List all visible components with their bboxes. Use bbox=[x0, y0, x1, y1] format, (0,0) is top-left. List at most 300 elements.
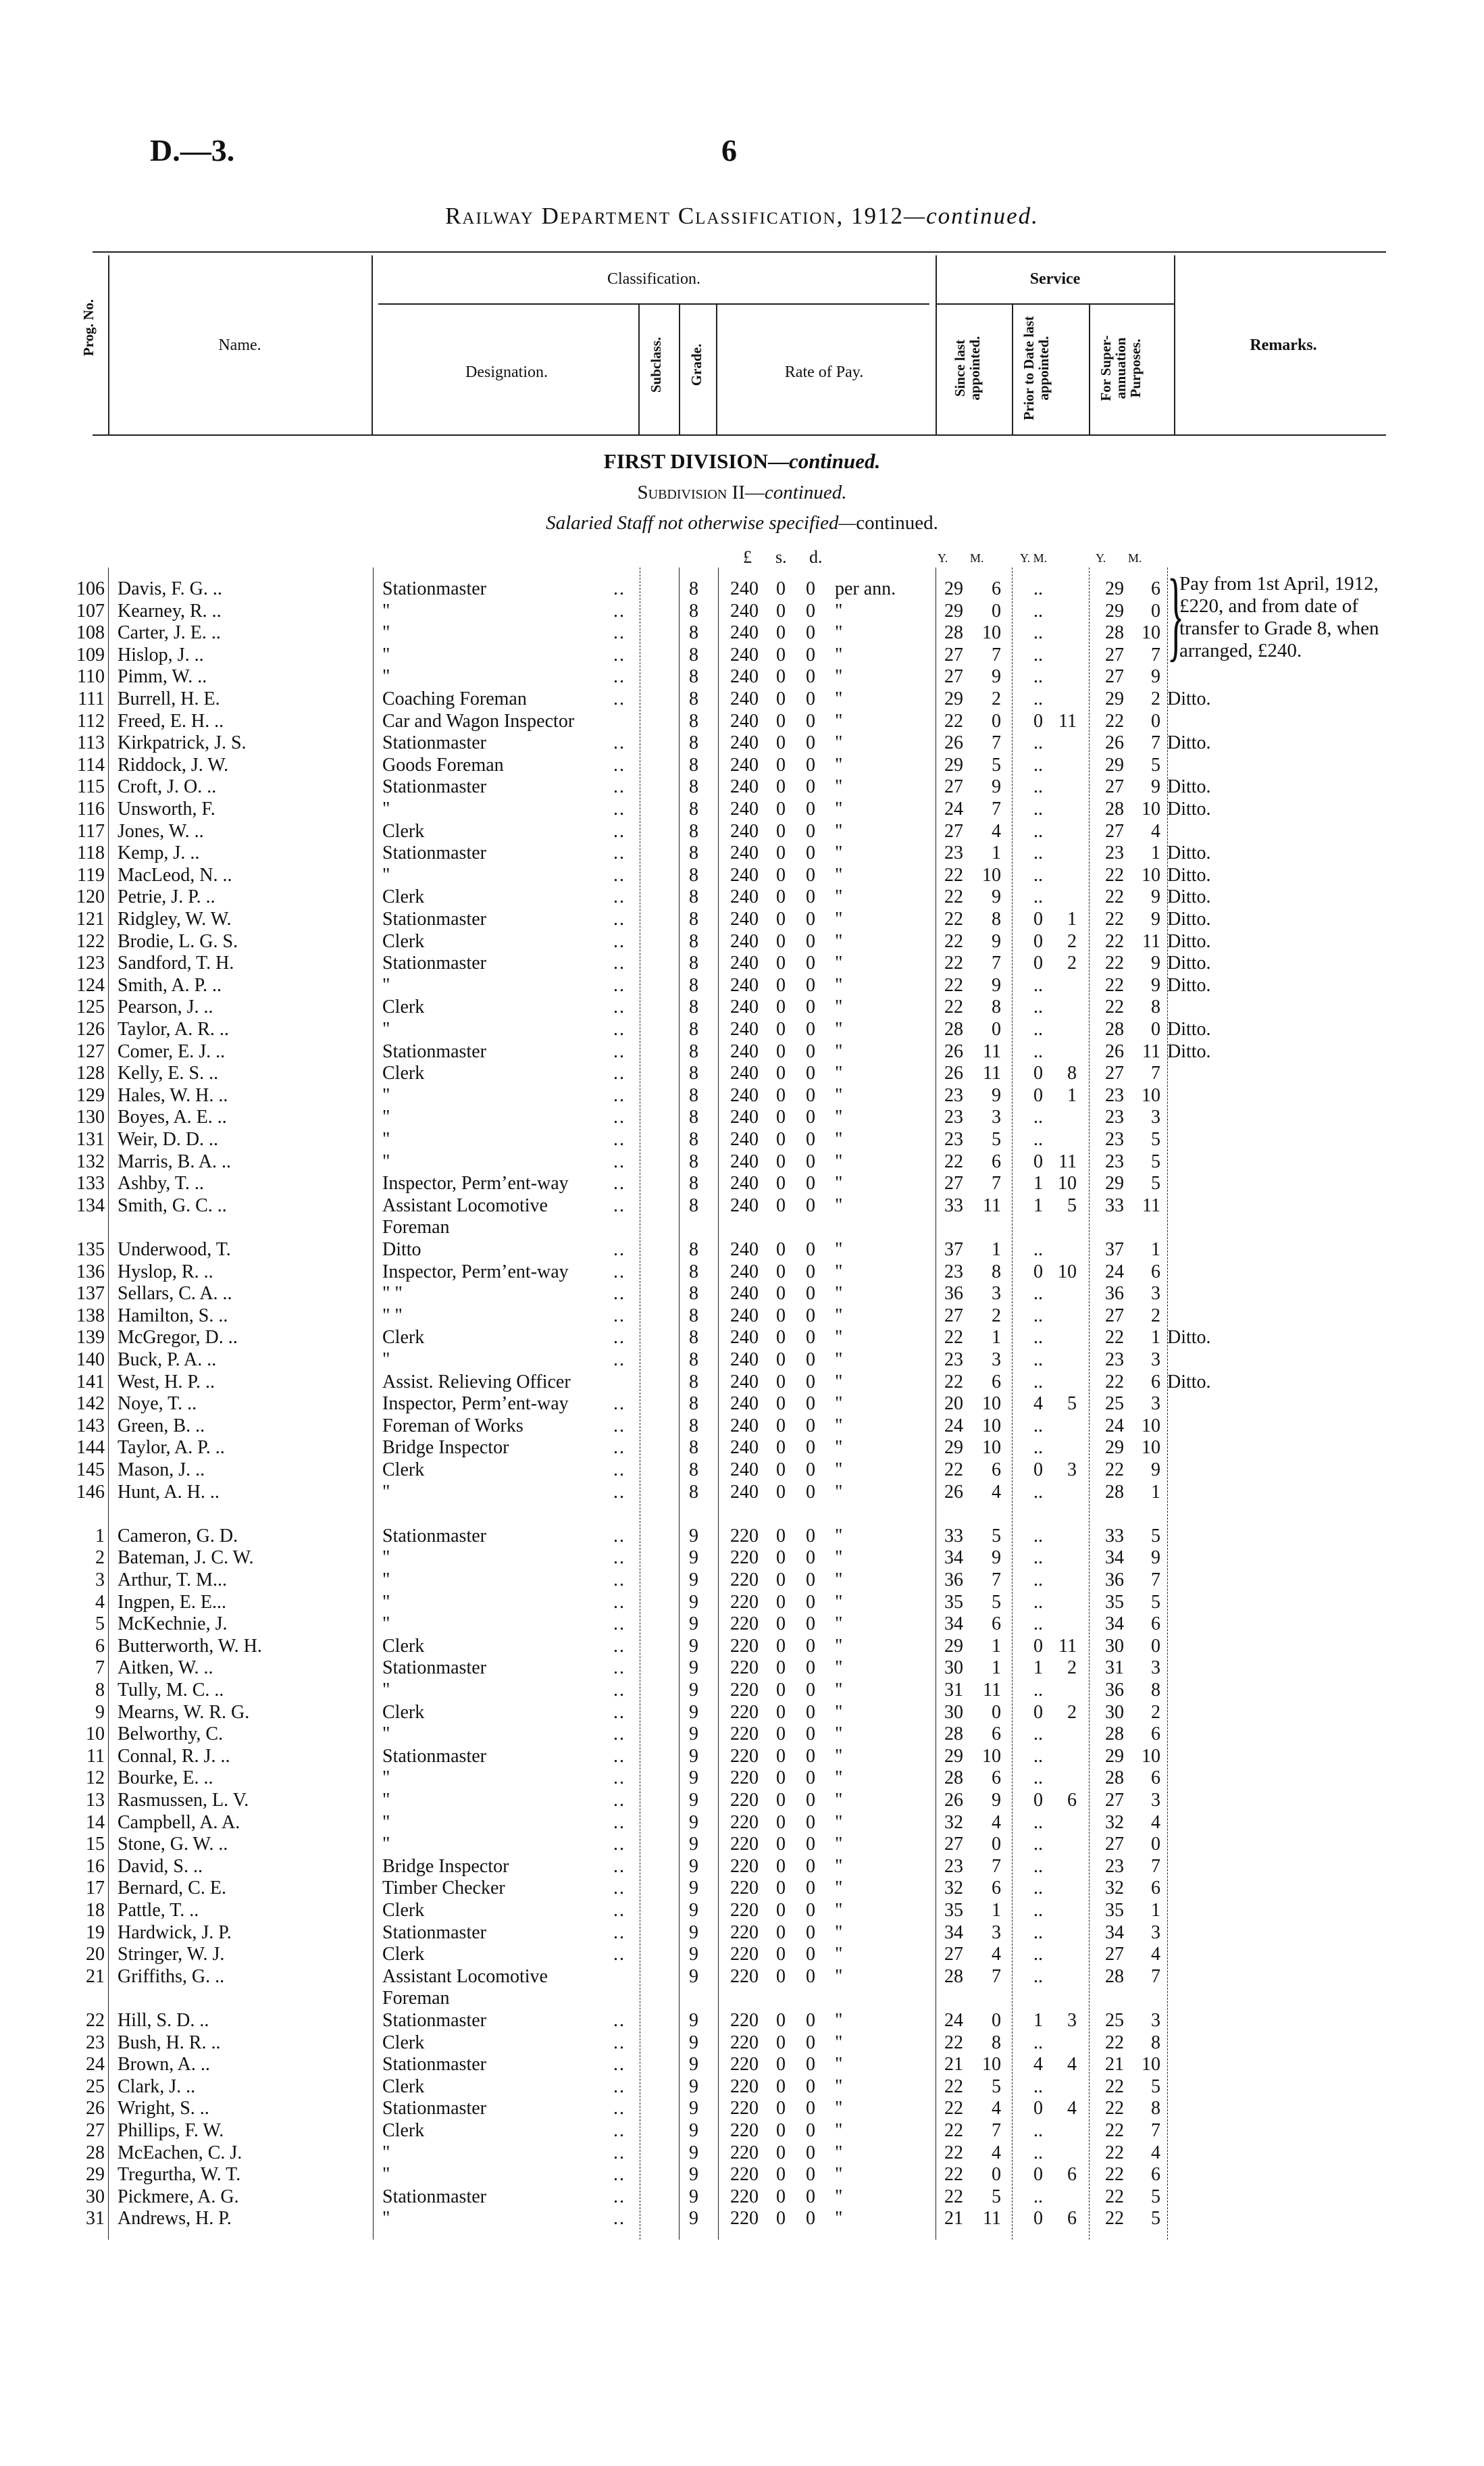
grade-cell: 8 bbox=[689, 997, 698, 1018]
table-row bbox=[0, 1063, 1484, 1085]
since-years: 29 bbox=[944, 1635, 963, 1657]
super-years: 24 bbox=[1105, 1415, 1124, 1436]
prog-no: 132 bbox=[76, 1151, 105, 1172]
prog-no: 1 bbox=[95, 1525, 105, 1546]
table-row bbox=[0, 821, 1484, 843]
since-years: 22 bbox=[944, 864, 963, 886]
pay-period: " bbox=[835, 1084, 843, 1106]
grade-cell: 8 bbox=[689, 1040, 698, 1062]
prog-no: 123 bbox=[76, 953, 105, 974]
name-cell: Hunt, A. H. .. bbox=[118, 1481, 220, 1503]
prior-years: 4 bbox=[1033, 2054, 1043, 2075]
pay-period: " bbox=[835, 842, 843, 864]
leader-dots: .. bbox=[613, 1305, 625, 1326]
super-years: 28 bbox=[1105, 799, 1124, 820]
super-months: 5 bbox=[1151, 1591, 1160, 1613]
pay-shillings: 0 bbox=[776, 930, 786, 952]
super-months: 9 bbox=[1151, 1547, 1160, 1569]
pay-period: " bbox=[835, 1965, 843, 1987]
prog-no: 112 bbox=[77, 710, 105, 732]
name-cell: Pearson, J. .. bbox=[118, 997, 213, 1018]
table-row bbox=[0, 1107, 1484, 1129]
pay-shillings: 0 bbox=[776, 2186, 786, 2207]
pay-pence: 0 bbox=[806, 1944, 815, 1965]
prog-no: 120 bbox=[76, 886, 105, 908]
since-years: 22 bbox=[944, 886, 963, 908]
pay-period: " bbox=[835, 1173, 843, 1194]
prior-years: 0 bbox=[1033, 1084, 1043, 1106]
designation-cell: Ditto bbox=[382, 1239, 421, 1260]
prior-years: .. bbox=[1033, 974, 1043, 996]
super-years: 32 bbox=[1105, 1878, 1124, 1899]
name-cell: Griffiths, G. .. bbox=[118, 1965, 225, 1987]
grade-cell: 8 bbox=[689, 710, 698, 732]
designation-cell: Clerk bbox=[382, 997, 425, 1018]
prog-no: 106 bbox=[76, 578, 105, 599]
pay-pence: 0 bbox=[806, 2120, 815, 2141]
designation-cell: " bbox=[382, 600, 390, 622]
prog-no: 125 bbox=[76, 997, 105, 1018]
super-months: 8 bbox=[1151, 2032, 1160, 2053]
name-cell: Kemp, J. .. bbox=[118, 842, 200, 864]
since-years: 30 bbox=[944, 1657, 963, 1679]
designation-cell: " bbox=[382, 864, 390, 886]
remarks-cell: Ditto. bbox=[1167, 799, 1211, 820]
pay-shillings: 0 bbox=[776, 1129, 786, 1150]
col-subclass: Subclass. bbox=[648, 336, 664, 393]
pay-period: " bbox=[835, 2208, 843, 2230]
prior-years: 1 bbox=[1033, 1657, 1043, 1679]
designation-cell: Stationmaster bbox=[382, 578, 486, 599]
prog-no: 7 bbox=[95, 1657, 105, 1679]
pay-pence: 0 bbox=[806, 2098, 815, 2119]
prior-years: .. bbox=[1033, 600, 1043, 622]
since-months: 10 bbox=[982, 1415, 1001, 1436]
super-years: 22 bbox=[1105, 710, 1124, 732]
prior-years: .. bbox=[1033, 1019, 1043, 1040]
grade-cell: 8 bbox=[689, 1459, 698, 1480]
prog-no: 130 bbox=[76, 1107, 105, 1128]
remarks-cell: Ditto. bbox=[1167, 688, 1211, 709]
pay-pence: 0 bbox=[806, 842, 815, 864]
prior-years: .. bbox=[1033, 1415, 1043, 1436]
leader-dots: .. bbox=[613, 1525, 625, 1546]
prog-no: 141 bbox=[76, 1371, 105, 1392]
pay-shillings: 0 bbox=[776, 1701, 786, 1723]
pay-pounds: 220 bbox=[730, 1591, 759, 1613]
table-row bbox=[0, 2010, 1484, 2032]
pay-pence: 0 bbox=[806, 1107, 815, 1128]
super-years: 22 bbox=[1105, 1371, 1124, 1392]
table-row bbox=[0, 865, 1484, 887]
designation-cell: Bridge Inspector bbox=[382, 1437, 509, 1459]
pay-pounds: 240 bbox=[730, 1437, 759, 1459]
designation-cell: Stationmaster bbox=[382, 1525, 486, 1546]
pay-shillings: 0 bbox=[776, 710, 786, 732]
since-months: 3 bbox=[992, 1283, 1001, 1305]
since-months: 0 bbox=[992, 2010, 1001, 2031]
pay-period: " bbox=[835, 1239, 843, 1260]
pay-pence: 0 bbox=[806, 688, 815, 709]
grade-cell: 9 bbox=[689, 2010, 698, 2031]
pay-pounds: 240 bbox=[730, 1327, 759, 1349]
designation-cell: Coaching Foreman bbox=[382, 688, 527, 709]
pay-pence: 0 bbox=[806, 644, 815, 665]
pay-pence: 0 bbox=[806, 1349, 815, 1370]
since-years: 22 bbox=[944, 2120, 963, 2141]
name-cell: Phillips, F. W. bbox=[118, 2120, 224, 2141]
brace-icon: } bbox=[1167, 559, 1185, 671]
remarks-cell: Ditto. bbox=[1167, 1040, 1211, 1062]
name-cell: Riddock, J. W. bbox=[118, 754, 229, 776]
super-months: 8 bbox=[1151, 997, 1160, 1018]
pay-period: per ann. bbox=[835, 578, 896, 599]
prior-years: 0 bbox=[1033, 1459, 1043, 1480]
since-years: 23 bbox=[944, 1349, 963, 1370]
pay-period: " bbox=[835, 1657, 843, 1679]
pay-pounds: 220 bbox=[730, 1635, 759, 1657]
leader-dots: .. bbox=[613, 1701, 625, 1723]
pay-pence: 0 bbox=[806, 776, 815, 798]
pay-pounds: 240 bbox=[730, 1019, 759, 1040]
name-cell: Clark, J. .. bbox=[118, 2075, 196, 2097]
super-years: 23 bbox=[1105, 1151, 1124, 1172]
pay-shillings: 0 bbox=[776, 2142, 786, 2163]
table-row bbox=[0, 1173, 1484, 1195]
leader-dots: .. bbox=[613, 2142, 625, 2163]
prior-years: .. bbox=[1033, 1107, 1043, 1128]
pay-period: " bbox=[835, 1327, 843, 1349]
pay-pence: 0 bbox=[806, 1657, 815, 1679]
prior-years: .. bbox=[1033, 1569, 1043, 1590]
designation-cell: " bbox=[382, 1019, 390, 1040]
designation-cell: Clerk bbox=[382, 1701, 425, 1723]
grade-cell: 9 bbox=[689, 1878, 698, 1899]
name-cell: Ingpen, E. E... bbox=[118, 1591, 226, 1613]
table-row bbox=[0, 1988, 1484, 2010]
super-years: 29 bbox=[1105, 1437, 1124, 1459]
super-months: 5 bbox=[1151, 1129, 1160, 1150]
super-years: 36 bbox=[1105, 1569, 1124, 1590]
table-row bbox=[0, 1900, 1484, 1922]
page-id: D.—3. bbox=[150, 133, 235, 168]
pay-pounds: 220 bbox=[730, 1855, 759, 1877]
super-years: 21 bbox=[1105, 2054, 1124, 2075]
pay-pounds: 240 bbox=[730, 886, 759, 908]
table-row bbox=[0, 1195, 1484, 1217]
since-years: 27 bbox=[944, 1834, 963, 1855]
leader-dots: .. bbox=[613, 1151, 625, 1172]
pay-shillings: 0 bbox=[776, 776, 786, 798]
super-months: 9 bbox=[1151, 1459, 1160, 1480]
prior-years: 1 bbox=[1033, 1173, 1043, 1194]
designation-cell: Car and Wagon Inspector bbox=[382, 710, 575, 732]
prior-months: 8 bbox=[1067, 1063, 1077, 1084]
designation-cell: " bbox=[382, 2208, 390, 2230]
pay-pence: 0 bbox=[806, 2032, 815, 2053]
leader-dots: .. bbox=[613, 1393, 625, 1415]
pay-period: " bbox=[835, 1459, 843, 1480]
designation-cell: " " bbox=[382, 1305, 403, 1326]
super-years: 22 bbox=[1105, 2098, 1124, 2119]
leader-dots: .. bbox=[613, 1680, 625, 1701]
since-months: 6 bbox=[992, 578, 1001, 599]
since-months: 1 bbox=[992, 1327, 1001, 1349]
since-years: 33 bbox=[944, 1525, 963, 1546]
col-since: Since last appointed. bbox=[952, 336, 983, 401]
designation-cell: Clerk bbox=[382, 820, 425, 842]
prior-years: .. bbox=[1033, 2075, 1043, 2097]
designation-cell: " bbox=[382, 1349, 390, 1370]
prog-no: 20 bbox=[86, 1944, 105, 1965]
since-years: 37 bbox=[944, 1239, 963, 1260]
super-months: 11 bbox=[1142, 1040, 1160, 1062]
pay-pounds: 220 bbox=[730, 1878, 759, 1899]
table-row bbox=[0, 1283, 1484, 1305]
pay-pounds: 240 bbox=[730, 688, 759, 709]
super-years: 22 bbox=[1105, 2186, 1124, 2207]
super-months: 1 bbox=[1151, 842, 1160, 864]
since-months: 7 bbox=[992, 953, 1001, 974]
grade-cell: 8 bbox=[689, 1437, 698, 1459]
prog-no: 121 bbox=[76, 909, 105, 930]
pay-shillings: 0 bbox=[776, 1327, 786, 1349]
grade-cell: 9 bbox=[689, 1657, 698, 1679]
designation-cell: Clerk bbox=[382, 2120, 425, 2141]
super-years: 27 bbox=[1105, 666, 1124, 688]
pay-pence: 0 bbox=[806, 1547, 815, 1569]
designation-cell: Clerk bbox=[382, 1900, 425, 1921]
designation-cell: Stationmaster bbox=[382, 776, 486, 798]
prior-years: .. bbox=[1033, 1349, 1043, 1370]
table-row bbox=[0, 1526, 1484, 1548]
since-years: 22 bbox=[944, 1151, 963, 1172]
prior-years: .. bbox=[1033, 1767, 1043, 1789]
super-months: 3 bbox=[1151, 1657, 1160, 1679]
prog-no: 138 bbox=[76, 1305, 105, 1326]
since-months: 9 bbox=[992, 1084, 1001, 1106]
table-row bbox=[0, 1085, 1484, 1107]
grade-cell: 8 bbox=[689, 1415, 698, 1436]
leader-dots: .. bbox=[613, 600, 625, 622]
pay-period: " bbox=[835, 1921, 843, 1943]
prog-no: 5 bbox=[95, 1613, 105, 1635]
since-years: 23 bbox=[944, 1129, 963, 1150]
grade-cell: 8 bbox=[689, 909, 698, 930]
super-months: 9 bbox=[1151, 974, 1160, 996]
prior-years: 0 bbox=[1033, 1261, 1043, 1282]
prog-no: 139 bbox=[76, 1327, 105, 1349]
remarks-cell: Ditto. bbox=[1167, 842, 1211, 864]
grade-cell: 8 bbox=[689, 732, 698, 754]
designation-cell: Assistant Locomotive bbox=[382, 1965, 548, 1987]
pay-pounds: 240 bbox=[730, 622, 759, 644]
pay-pounds: 220 bbox=[730, 1790, 759, 1811]
super-months: 4 bbox=[1151, 1811, 1160, 1833]
prog-no: 127 bbox=[76, 1040, 105, 1062]
name-cell: Rasmussen, L. V. bbox=[118, 1790, 249, 1811]
pay-period: " bbox=[835, 710, 843, 732]
pay-pounds: 240 bbox=[730, 1283, 759, 1305]
prog-no: 131 bbox=[76, 1129, 105, 1150]
table-row bbox=[0, 1569, 1484, 1592]
prior-months: 2 bbox=[1067, 1701, 1077, 1723]
pay-pounds: 240 bbox=[730, 1415, 759, 1436]
prog-no: 19 bbox=[86, 1921, 105, 1943]
since-years: 23 bbox=[944, 842, 963, 864]
super-years: 22 bbox=[1105, 2120, 1124, 2141]
prog-no: 10 bbox=[86, 1723, 105, 1745]
super-months: 6 bbox=[1151, 1261, 1160, 1282]
super-months: 7 bbox=[1151, 1569, 1160, 1590]
since-years: 34 bbox=[944, 1613, 963, 1635]
prior-years: .. bbox=[1033, 1437, 1043, 1459]
prior-years: .. bbox=[1033, 997, 1043, 1018]
since-months: 7 bbox=[992, 1173, 1001, 1194]
super-years: 35 bbox=[1105, 1900, 1124, 1921]
pay-shillings: 0 bbox=[776, 1481, 786, 1503]
pay-pence: 0 bbox=[806, 1745, 815, 1767]
leader-dots: .. bbox=[613, 776, 625, 798]
since-years: 27 bbox=[944, 1173, 963, 1194]
since-months: 10 bbox=[982, 1393, 1001, 1415]
grade-cell: 8 bbox=[689, 776, 698, 798]
prog-no: 14 bbox=[86, 1811, 105, 1833]
super-years: 22 bbox=[1105, 864, 1124, 886]
name-cell: Kirkpatrick, J. S. bbox=[118, 732, 247, 754]
prior-years: 0 bbox=[1033, 2098, 1043, 2119]
pay-pounds: 240 bbox=[730, 644, 759, 665]
designation-cell: " bbox=[382, 1481, 390, 1503]
prog-no: 108 bbox=[76, 622, 105, 644]
table-row bbox=[0, 1966, 1484, 1988]
designation-cell: Stationmaster bbox=[382, 2054, 486, 2075]
pay-period: " bbox=[835, 974, 843, 996]
name-cell: Davis, F. G. .. bbox=[118, 578, 222, 599]
table-row bbox=[0, 1636, 1484, 1658]
pay-pence: 0 bbox=[806, 2054, 815, 2075]
since-years: 24 bbox=[944, 1415, 963, 1436]
prog-no: 122 bbox=[76, 930, 105, 952]
designation-cell: Stationmaster bbox=[382, 2186, 486, 2207]
prior-months: 6 bbox=[1067, 2208, 1077, 2230]
leader-dots: .. bbox=[613, 1437, 625, 1459]
pay-period: " bbox=[835, 1745, 843, 1767]
since-years: 22 bbox=[944, 2186, 963, 2207]
pay-period: " bbox=[835, 1194, 843, 1216]
prior-years: .. bbox=[1033, 2032, 1043, 2053]
leader-dots: .. bbox=[613, 1239, 625, 1260]
since-years: 27 bbox=[944, 1944, 963, 1965]
pay-shillings: 0 bbox=[776, 997, 786, 1018]
super-months: 5 bbox=[1151, 1525, 1160, 1546]
pay-period: " bbox=[835, 688, 843, 709]
prog-no: 6 bbox=[95, 1635, 105, 1657]
super-years: 34 bbox=[1105, 1921, 1124, 1943]
pay-pence: 0 bbox=[806, 2164, 815, 2186]
designation-cell: " bbox=[382, 2164, 390, 2186]
designation-cell: " bbox=[382, 1767, 390, 1789]
prior-months: 3 bbox=[1067, 2010, 1077, 2031]
name-cell: Bateman, J. C. W. bbox=[118, 1547, 254, 1569]
leader-dots: .. bbox=[613, 1283, 625, 1305]
since-years: 21 bbox=[944, 2208, 963, 2230]
pay-period: " bbox=[835, 754, 843, 776]
super-years: 29 bbox=[1105, 1173, 1124, 1194]
super-years: 28 bbox=[1105, 622, 1124, 644]
super-months: 5 bbox=[1151, 2186, 1160, 2207]
super-years: 22 bbox=[1105, 886, 1124, 908]
since-years: 28 bbox=[944, 1723, 963, 1745]
grade-cell: 8 bbox=[689, 1261, 698, 1282]
table-row bbox=[0, 1592, 1484, 1614]
leader-dots: .. bbox=[613, 754, 625, 776]
super-months: 7 bbox=[1151, 1965, 1160, 1987]
prog-no: 29 bbox=[86, 2164, 105, 2186]
pay-pounds: 240 bbox=[730, 974, 759, 996]
leader-dots: .. bbox=[613, 2032, 625, 2053]
leader-dots: .. bbox=[613, 1129, 625, 1150]
prog-no: 107 bbox=[76, 600, 105, 622]
unit-years-super: Y. bbox=[1096, 551, 1106, 565]
since-years: 26 bbox=[944, 732, 963, 754]
pay-shillings: 0 bbox=[776, 732, 786, 754]
prog-no: 111 bbox=[78, 688, 105, 709]
prior-years: .. bbox=[1033, 1481, 1043, 1503]
prog-no: 142 bbox=[76, 1393, 105, 1415]
pay-shillings: 0 bbox=[776, 2032, 786, 2053]
designation-cell: " bbox=[382, 2142, 390, 2163]
designation-cell: " bbox=[382, 666, 390, 688]
since-years: 33 bbox=[944, 1194, 963, 1216]
since-years: 26 bbox=[944, 1063, 963, 1084]
super-months: 4 bbox=[1151, 820, 1160, 842]
name-cell: Brown, A. .. bbox=[118, 2054, 210, 2075]
pay-shillings: 0 bbox=[776, 1063, 786, 1084]
grade-cell: 8 bbox=[689, 1063, 698, 1084]
super-months: 7 bbox=[1151, 1855, 1160, 1877]
remarks-cell: Ditto. bbox=[1167, 732, 1211, 754]
pay-period: " bbox=[835, 1834, 843, 1855]
grade-cell: 9 bbox=[689, 1767, 698, 1789]
table-row bbox=[0, 1261, 1484, 1284]
pay-period: " bbox=[835, 1569, 843, 1590]
pay-period: " bbox=[835, 2098, 843, 2119]
pay-shillings: 0 bbox=[776, 1019, 786, 1040]
pay-period: " bbox=[835, 1063, 843, 1084]
grade-cell: 9 bbox=[689, 1701, 698, 1723]
super-months: 8 bbox=[1151, 1680, 1160, 1701]
prog-no: 113 bbox=[77, 732, 105, 754]
grade-cell: 8 bbox=[689, 1305, 698, 1326]
pay-pounds: 240 bbox=[730, 1239, 759, 1260]
staff-name: Salaried Staff not otherwise specified— bbox=[546, 512, 856, 534]
super-months: 5 bbox=[1151, 2075, 1160, 2097]
pay-pounds: 240 bbox=[730, 1084, 759, 1106]
pay-period: " bbox=[835, 820, 843, 842]
name-cell: Stone, G. W. .. bbox=[118, 1834, 228, 1855]
pay-period: " bbox=[835, 732, 843, 754]
since-months: 4 bbox=[992, 820, 1001, 842]
prior-months: 10 bbox=[1058, 1261, 1077, 1282]
table-row bbox=[0, 2142, 1484, 2165]
super-months: 1 bbox=[1151, 1239, 1160, 1260]
prior-years: .. bbox=[1033, 842, 1043, 864]
super-months: 6 bbox=[1151, 1723, 1160, 1745]
since-months: 0 bbox=[992, 1019, 1001, 1040]
designation-cell: " bbox=[382, 974, 390, 996]
super-months: 7 bbox=[1151, 732, 1160, 754]
